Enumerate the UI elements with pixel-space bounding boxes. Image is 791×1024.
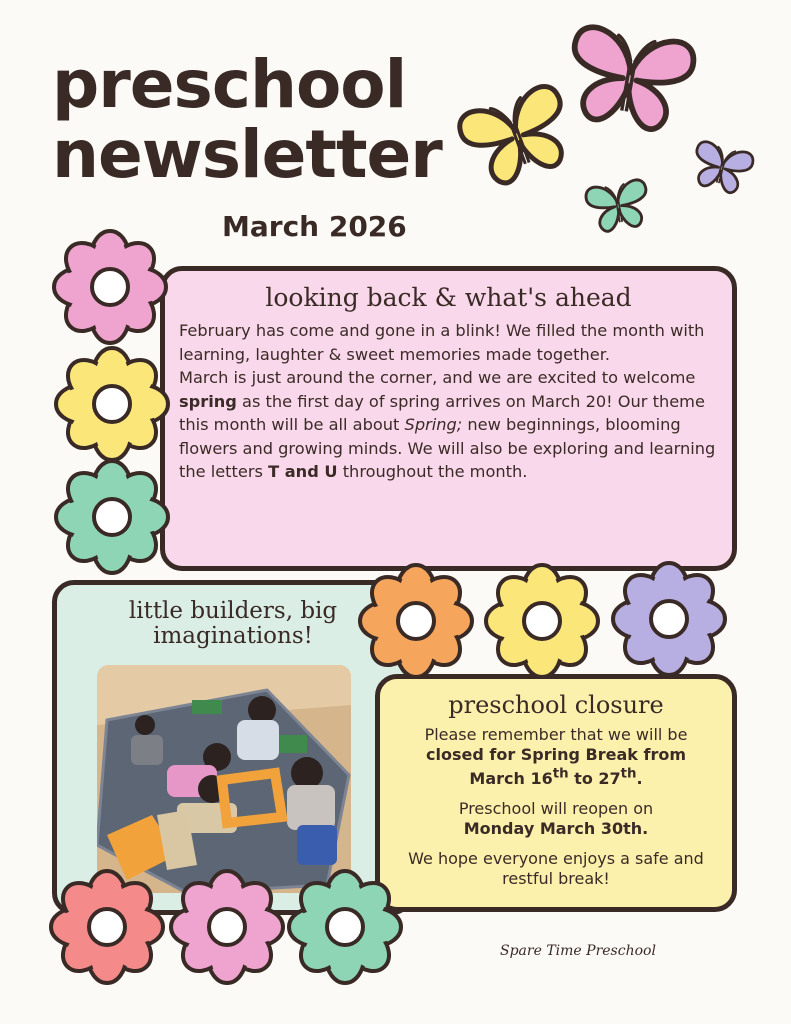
butterfly-pink-icon: [560, 22, 700, 132]
closure-line-1: Please remember that we will be: [424, 725, 688, 744]
preschool-signature: Spare Time Preschool: [500, 943, 656, 959]
closure-panel: [375, 674, 737, 912]
builders-title: little builders, big imaginations!: [128, 598, 338, 649]
classroom-photo: [97, 665, 351, 893]
flower-pink-icon-2: [160, 860, 295, 995]
flower-mint-icon-2: [278, 860, 413, 995]
flower-mint-icon: [45, 455, 175, 585]
flower-lavender-icon: [605, 555, 735, 685]
closure-line-5: Monday March 30th.: [463, 819, 649, 839]
flower-yellow-icon: [45, 342, 175, 472]
newsletter-title-line1: preschool: [52, 46, 407, 123]
butterfly-lavender-icon: [685, 135, 760, 200]
closure-line-6: We hope everyone enjoys a safe and restful break!: [408, 849, 704, 889]
flower-orange-icon: [350, 555, 480, 685]
closure-line-3: March 16th to 27th.: [469, 767, 643, 789]
butterfly-yellow-icon: [455, 75, 580, 195]
closure-body: [394, 725, 718, 889]
looking-back-body: [179, 319, 720, 484]
looking-back-paragraph-1: February has come and gone in a blink! We filled the month with learning, laughter & sweet memories made together.: [179, 321, 705, 364]
closure-title: preschool closure: [448, 691, 664, 719]
flower-yellow-icon-2: [478, 555, 608, 685]
looking-back-paragraph-2: March is just around the corner, and we are excited to welcome spring as the first day of spring arrives on March 20! Our theme this month will be all about Spring; new beginnings, blooming flowers and growing minds. We will also be exploring and learning the letters T and U throughout the month.: [179, 368, 716, 481]
flower-pink-icon: [45, 225, 175, 355]
newsletter-title-line2: newsletter: [52, 116, 442, 193]
newsletter-date: March 2026: [222, 210, 407, 243]
flower-coral-icon: [40, 860, 175, 995]
looking-back-title: looking back & what's ahead: [265, 283, 632, 312]
butterfly-green-icon: [578, 170, 658, 240]
closure-line-4: Preschool will reopen on: [458, 799, 654, 819]
looking-back-panel: [160, 266, 737, 571]
closure-line-2: closed for Spring Break from: [426, 745, 686, 764]
